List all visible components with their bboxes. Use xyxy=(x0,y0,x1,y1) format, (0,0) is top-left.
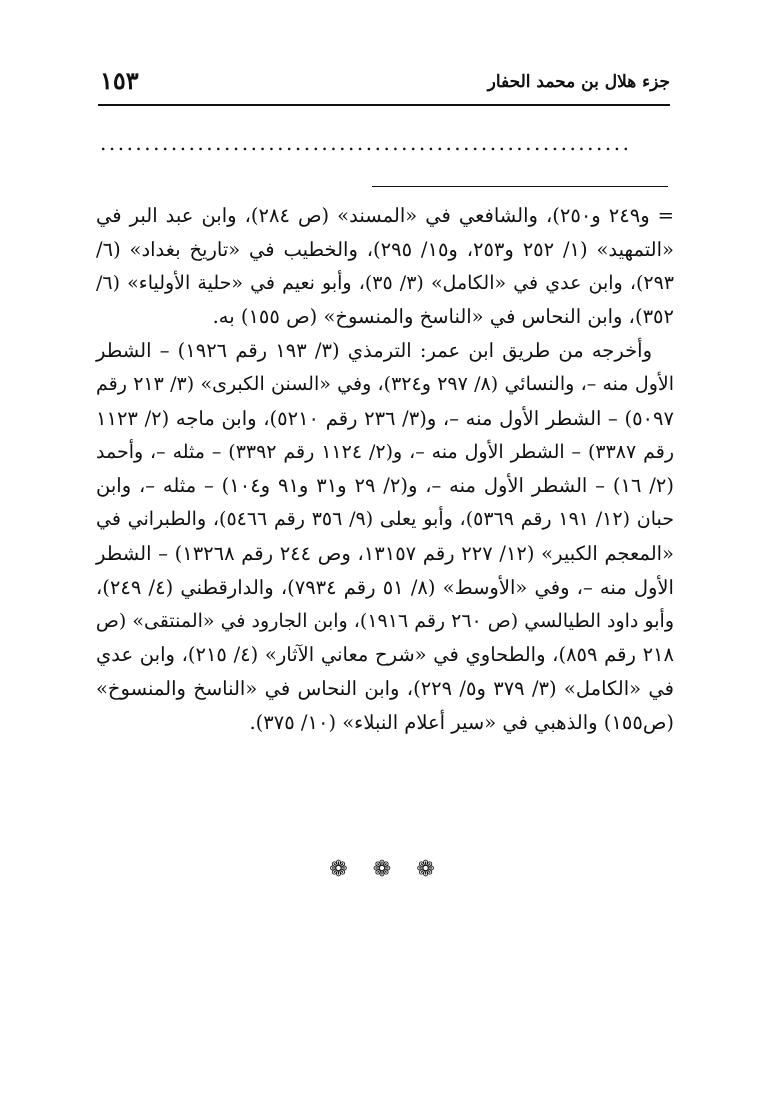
running-title: جزء هلال بن محمد الحفار xyxy=(487,72,670,92)
flower-ornament-icon: ❁ xyxy=(372,857,392,882)
text-line-10: حبان (١٢/ ١٩١ رقم ٥٣٦٩)، وأبو يعلى (٩/ ٣٥٦ رقم ٥٤٦٦)، والطبراني في xyxy=(96,508,674,531)
text-line-15: في «الكامل» (٣/ ٣٧٩ و٥/ ٢٢٩)، وابن النحاس في «الناسخ والمنسوخ» xyxy=(96,677,674,701)
text-line-16: (ص١٥٥) والذهبي في «سير أعلام النبلاء» (١٠/ ٣٧٥). xyxy=(249,710,674,734)
text-line-8: رقم ٣٣٨٧) – الشطر الأول منه –، و(٢/ ١١٢٤ رقم ٣٣٩٢) – مثله –، وأحمد xyxy=(96,440,675,463)
header-rule xyxy=(98,104,670,106)
page-number: ١٥٣ xyxy=(100,66,139,95)
text-line-13: وأبو داود الطيالسي (ص ٢٦٠ رقم ١٩١٦)، وابن الجارود في «المنتقى» (ص xyxy=(95,609,674,632)
text-line-4: ٣٥٢)، وابن النحاس في «الناسخ والمنسوخ» (ص ١٥٥) به. xyxy=(212,305,674,329)
footnote-rule xyxy=(372,186,668,187)
flower-ornament-icon: ❁ xyxy=(416,857,435,882)
text-line-9: (٢/ ١٦) – الشطر الأول منه –، و(٢/ ٢٩ و٣١ و٩١ و١٠٤) – مثله –، وابن xyxy=(96,474,674,498)
text-line-5: وأخرجه من طريق ابن عمر: الترمذي (٣/ ١٩٣ رقم ١٩٢٦) – الشطر xyxy=(96,339,652,363)
flower-ornament-icon: ❁ xyxy=(329,857,348,882)
text-line-3: ٢٩٣)، وابن عدي في «الكامل» (٣/ ٣٥)، وأبو نعيم في «حلية الأولياء» (٦/ xyxy=(96,271,674,294)
text-line-14: ٢١٨ رقم ٨٥٩)، والطحاوي في «شرح معاني الآثار» (٤/ ٢١٥)، وابن عدي xyxy=(96,643,674,667)
text-line-11: «المعجم الكبير» (١٢/ ٢٢٧ رقم ١٣١٥٧، وص ٢٤٤ رقم ١٣٢٦٨) – الشطر xyxy=(96,541,674,565)
text-line-2: «التمهيد» (١/ ٢٥٢ و٢٥٣، و١٥/ ٢٩٥)، والخطيب في «تاريخ بغداد» (٦/ xyxy=(96,237,674,261)
text-line-1: = و٢٤٩ و٢٥٠)، والشافعي في «المسند» (ص ٢٨٤)، وابن عبد البر في xyxy=(96,204,674,227)
text-line-12: الأول منه –، وفي «الأوسط» (٨/ ٥١ رقم ٧٩٣٤)، والدارقطني (٤/ ٢٤٩)، xyxy=(96,575,674,599)
dotted-separator: ............................................................ xyxy=(100,131,632,155)
page-header xyxy=(98,64,670,104)
text-line-6: الأول منه –، والنسائي (٨/ ٢٩٧ و٣٢٤)، وفي «السنن الكبرى» (٣/ ٢١٣ رقم xyxy=(96,372,674,395)
text-line-7: ٥٠٩٧) – الشطر الأول منه –، و(٣/ ٢٣٦ رقم ٥٢١٠)، وابن ماجه (٢/ ١١٢٣ xyxy=(96,406,674,430)
section-end-ornaments xyxy=(0,852,764,888)
footnote-text xyxy=(96,199,674,740)
